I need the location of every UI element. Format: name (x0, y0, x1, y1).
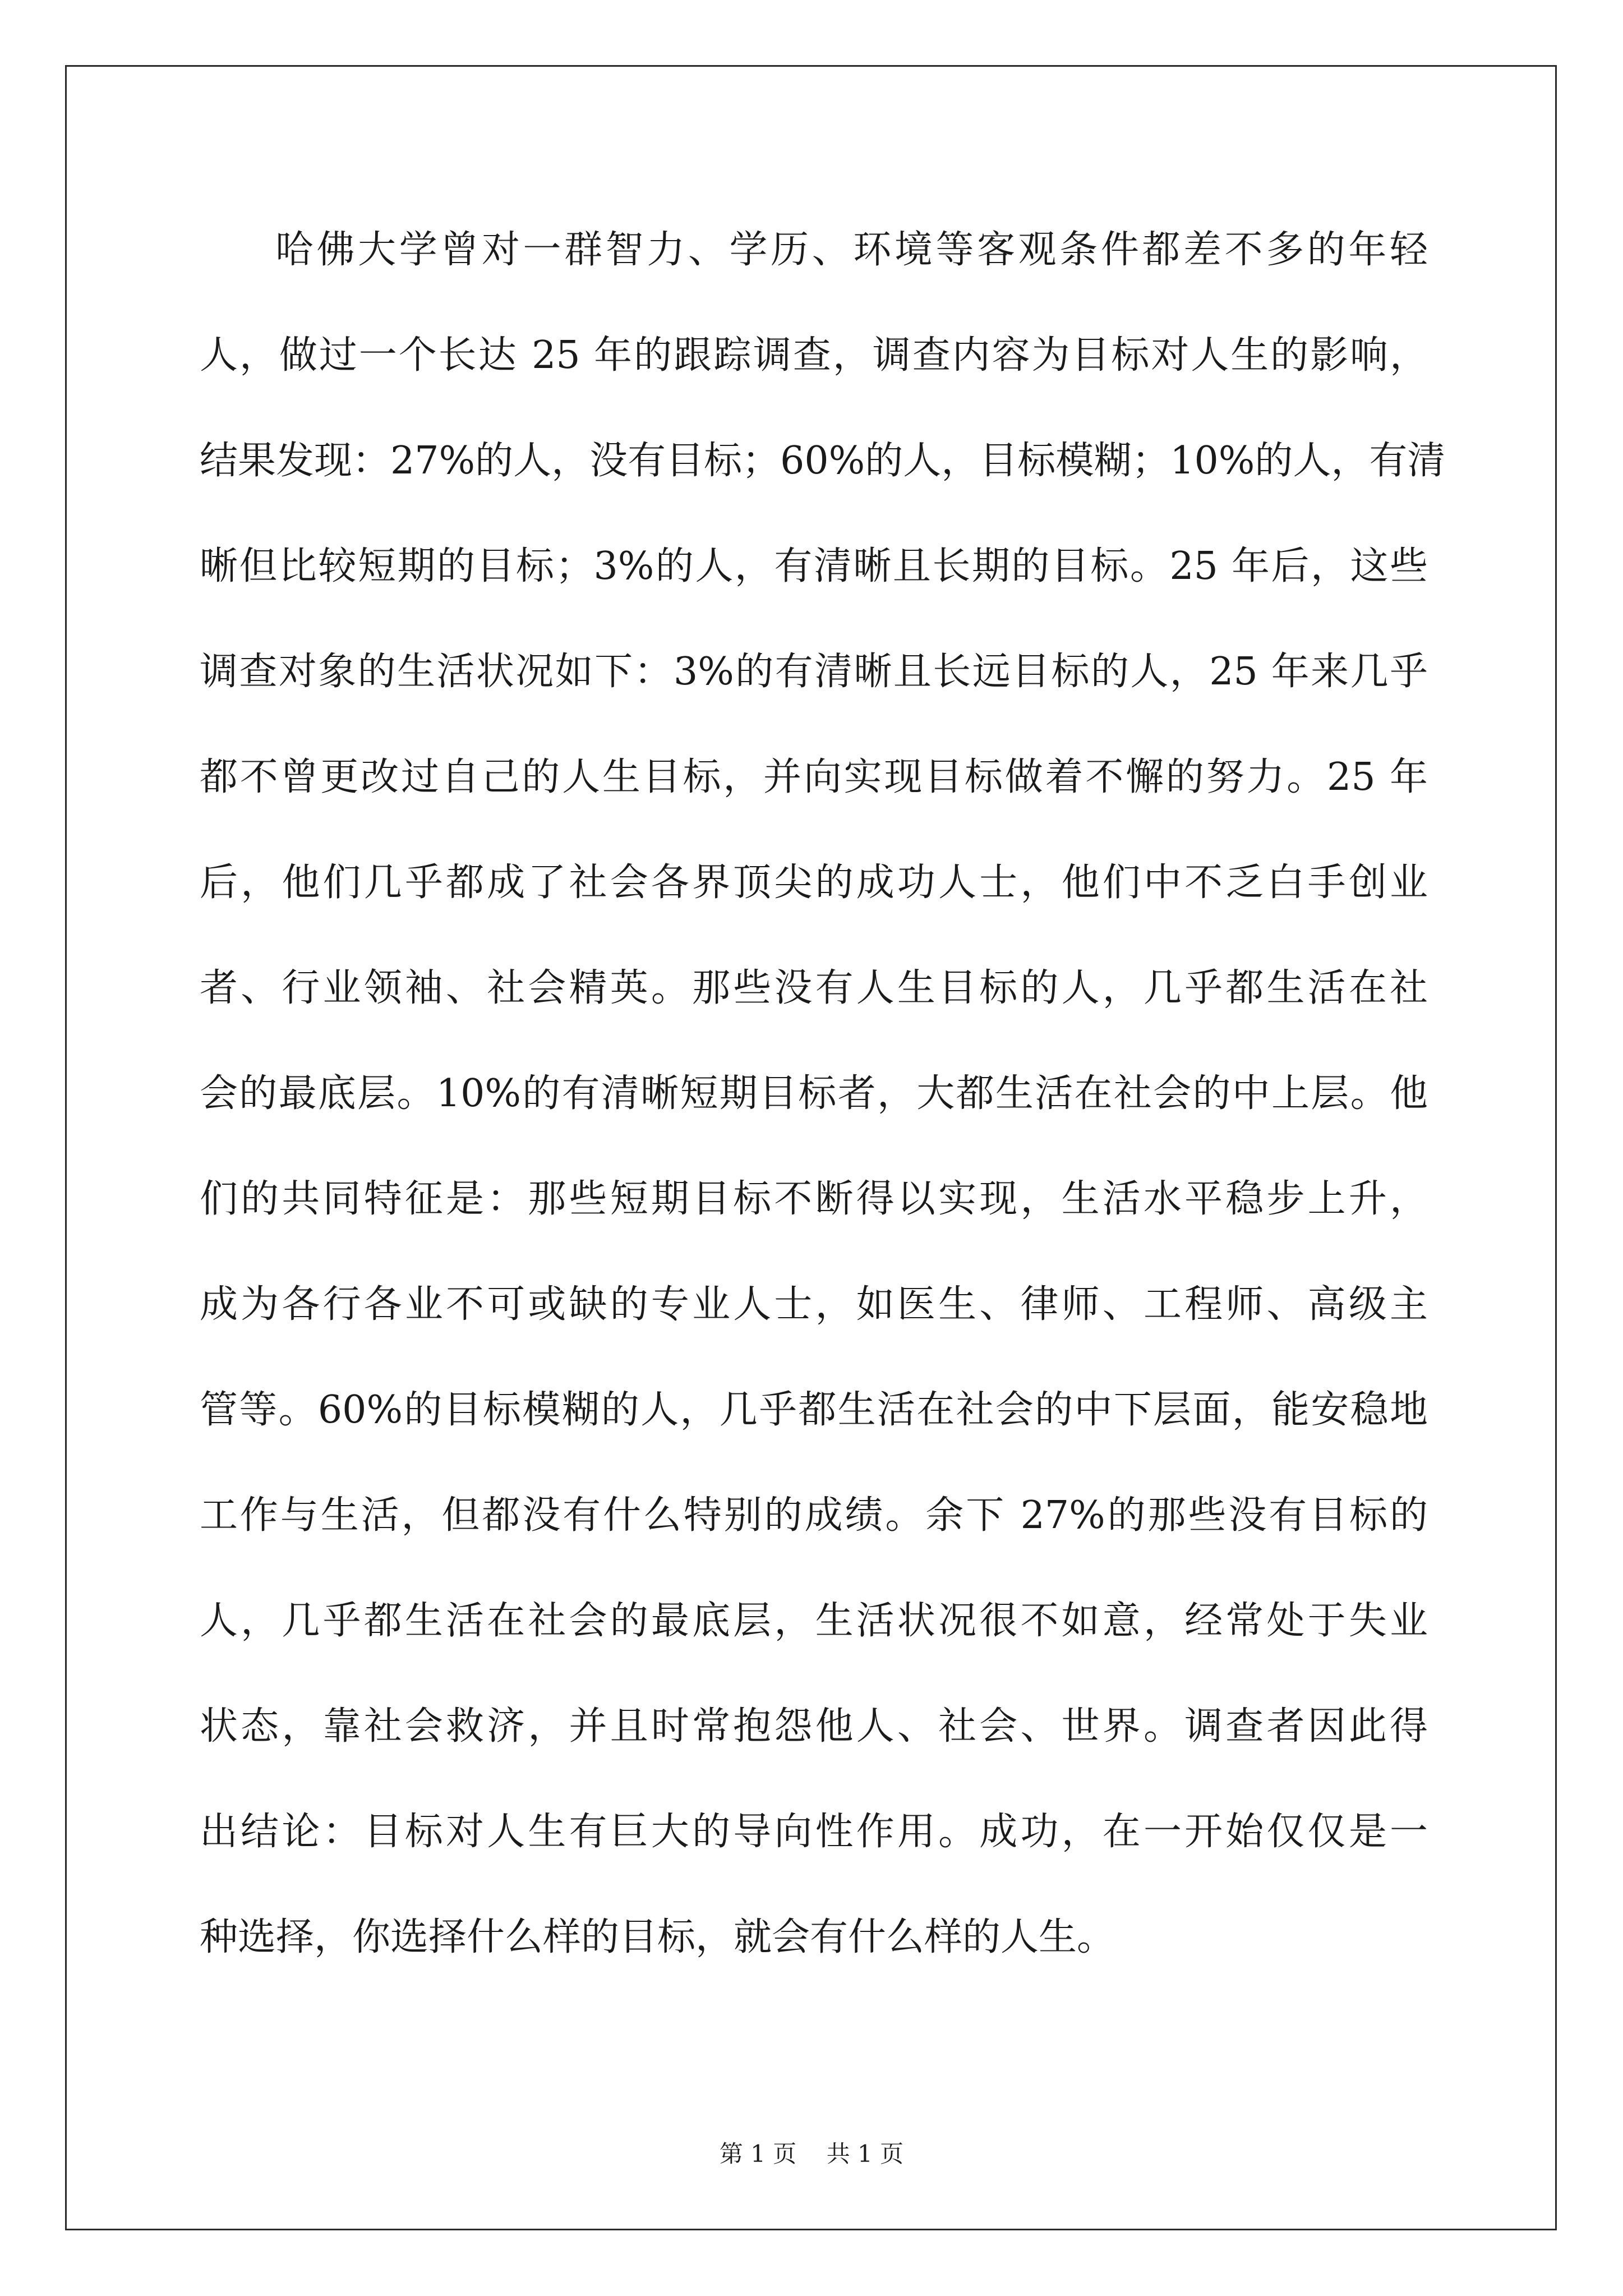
page-border (65, 65, 1557, 2230)
text-line: 管等。60%的目标模糊的人，几乎都生活在社会的中下层面，能安稳地 (200, 1388, 1428, 1432)
text-line: 调查对象的生活状况如下：3%的有清晰且长远目标的人，25 年来几乎 (200, 650, 1428, 694)
text-line: 人，做过一个长达 25 年的跟踪调查，调查内容为目标对人生的影响， (200, 333, 1428, 378)
text-line: 出结论：目标对人生有巨大的导向性作用。成功，在一开始仅仅是一 (200, 1810, 1428, 1854)
text-line: 结果发现：27%的人，没有目标；60%的人，目标模糊；10%的人，有清 (200, 439, 1446, 483)
text-line: 状态，靠社会救济，并且时常抱怨他人、社会、世界。调查者因此得 (200, 1704, 1428, 1749)
text-line: 晰但比较短期的目标；3%的人，有清晰且长期的目标。25 年后，这些 (200, 544, 1428, 588)
text-line: 们的共同特征是：那些短期目标不断得以实现，生活水平稳步上升， (200, 1177, 1428, 1221)
text-line: 都不曾更改过自己的人生目标，并向实现目标做着不懈的努力。25 年 (200, 755, 1428, 799)
text-line: 工作与生活，但都没有什么特别的成绩。余下 27%的那些没有目标的 (200, 1493, 1428, 1538)
text-line: 后，他们几乎都成了社会各界顶尖的成功人士，他们中不乏白手创业 (200, 861, 1428, 905)
text-line: 种选择，你选择什么样的目标，就会有什么样的人生。 (200, 1915, 1115, 1959)
text-line: 哈佛大学曾对一群智力、学历、环境等客观条件都差不多的年轻 (275, 228, 1428, 272)
text-line: 会的最底层。10%的有清晰短期目标者，大都生活在社会的中上层。他 (200, 1071, 1428, 1116)
page-number: 第 1 页 共 1 页 (719, 2140, 904, 2168)
text-line: 成为各行各业不可或缺的专业人士，如医生、律师、工程师、高级主 (200, 1282, 1428, 1327)
text-line: 人，几乎都生活在社会的最底层，生活状况很不如意，经常处于失业 (200, 1599, 1428, 1643)
text-line: 者、行业领袖、社会精英。那些没有人生目标的人，几乎都生活在社 (200, 966, 1428, 1010)
